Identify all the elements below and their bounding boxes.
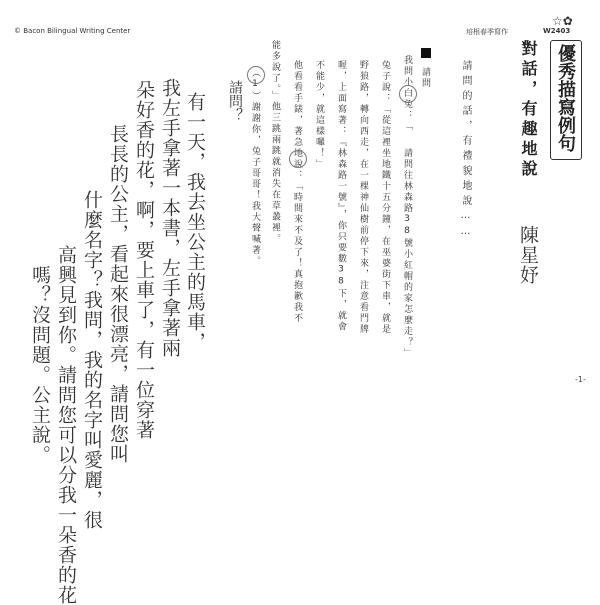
- story-line-7: 他看看手錶，著急地說：「時間來不及了！真抱歉我不: [292, 60, 302, 324]
- circle-mark: [289, 150, 307, 168]
- section-label: 請問: [420, 67, 430, 89]
- copyright-text: © Bacon Bilingual Writing Center: [14, 27, 131, 35]
- story-line-8: 能多說了。」他三跳兩跳就消失在草叢裡。: [270, 40, 280, 245]
- guide-sentence: 請問的話，有禮貌地說……: [460, 60, 471, 242]
- student-line-3: 朵好香的花，啊，要上車了，有一位穿著: [133, 80, 155, 440]
- worksheet-code: W2403: [543, 27, 571, 35]
- student-line-6: 高興見到你。請問您可以分我一朵香的花: [55, 245, 77, 605]
- student-line-2: 我左手拿著一本書，左手拿著兩: [159, 78, 181, 358]
- star-decoration-icon: ☆✿: [552, 14, 573, 28]
- circle-mark: [399, 85, 417, 103]
- story-line-9: （1）謝謝你，兔子哥哥！我大聲喊著。: [250, 68, 260, 267]
- student-line-4: 長長的公主，看起來很漂亮，請問您叫: [107, 124, 129, 464]
- lesson-title: 對話，有趣地說: [519, 40, 538, 180]
- story-line-6: 不能少，就這樣囉！」: [314, 60, 324, 170]
- series-title: 培根春季寫作: [466, 28, 508, 36]
- circle-mark: [247, 66, 265, 84]
- page-number: -1-: [575, 375, 586, 384]
- story-line-3: 兔子說：「從這裡坐地鐵十五分鐘，在巫婆街下車，就是: [380, 60, 390, 335]
- story-line-1: 我問小白兔：「: [402, 55, 412, 132]
- section-square-marker: [421, 48, 431, 58]
- story-line-10: 請問？: [227, 80, 243, 122]
- student-line-5: 什麼名字？我問，我的名字叫愛麗，很: [81, 190, 103, 530]
- story-line-2: 請問往林森路38號小紅帽的家怎麼走？」: [402, 148, 412, 359]
- excellent-badge-label: 優秀描寫例句: [555, 44, 576, 152]
- story-line-4: 野狼路，轉向西走，在一棵神仙樹前停下來，注意看門牌: [358, 60, 368, 335]
- student-line-1: 有一天，我去坐公主的馬車，: [184, 92, 206, 352]
- story-line-5: 喔，上面寫著：『林森路一號』，你只要數38下，就會: [336, 60, 346, 333]
- student-line-7: 嗎？沒問題。公主說。: [29, 265, 51, 465]
- student-name: 陳星妤: [517, 225, 539, 285]
